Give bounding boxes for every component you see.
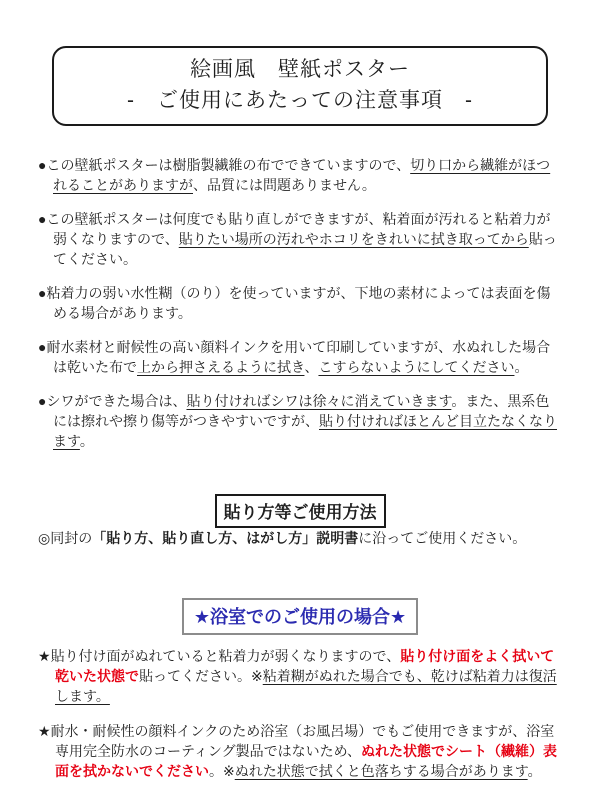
- usage-section: [38, 494, 562, 528]
- usage-section-heading: 貼り方等ご使用方法: [215, 494, 386, 528]
- bathroom-section-heading: ★浴室でのご使用の場合★: [182, 598, 418, 635]
- page-title: 絵画風 壁紙ポスター: [190, 58, 410, 81]
- double-circle-icon: ◎: [38, 530, 51, 546]
- page-subtitle: - ご使用にあたっての注意事項 -: [127, 89, 473, 112]
- star-icon: ★: [38, 648, 51, 664]
- note-text: シワができた場合は、貼り付ければシワは徐々に消えていきます。また、黒系色には擦れや擦り傷等がつきやすいですが、貼り付ければほとんど目立たなくなります。: [46, 393, 557, 449]
- note-text: 粘着力の弱い水性糊（のり）を使っていますが、下地の素材によっては表面を傷める場合があります。: [46, 285, 551, 321]
- bullet-icon: ●: [38, 393, 47, 409]
- note-item: [38, 155, 562, 195]
- bathroom-item-text: 耐水・耐候性の顔料インクのため浴室（お風呂場）でもご使用できますが、浴室専用完全防水のコーティング製品ではないため、ぬれた状態でシート（繊維）表面を拭かないでください。※ぬれた状態で拭くと色落ちする場合があります。: [50, 723, 558, 779]
- note-text: この壁紙ポスターは樹脂製繊維の布でできていますので、切り口から繊維がほつれることがありますが、品質には問題ありません。: [46, 157, 551, 193]
- title-box: [52, 46, 548, 126]
- bathroom-item: [38, 721, 562, 781]
- note-item: [38, 209, 562, 269]
- usage-note-text: 同封の「貼り方、貼り直し方、はがし方」説明書に沿ってご使用ください。: [50, 530, 527, 546]
- note-item: [38, 391, 562, 451]
- note-item: [38, 283, 562, 323]
- bullet-icon: ●: [38, 211, 47, 227]
- note-text: この壁紙ポスターは何度でも貼り直しができますが、粘着面が汚れると粘着力が弱くなりますので、貼りたい場所の汚れやホコリをきれいに拭き取ってから貼ってください。: [46, 211, 557, 267]
- bullet-icon: ●: [38, 157, 47, 173]
- content-area: [38, 155, 562, 781]
- bathroom-item: [38, 646, 562, 706]
- note-text: 耐水素材と耐候性の高い顔料インクを用いて印刷していますが、水ぬれした場合は乾いた布で上から押さえるように拭き、こすらないようにしてください。: [46, 339, 551, 375]
- bathroom-item-text: 貼り付け面がぬれていると粘着力が弱くなりますので、貼り付け面をよく拭いて乾いた状態で貼ってください。※粘着糊がぬれた場合でも、乾けば粘着力は復活します。: [50, 648, 557, 704]
- bathroom-items-list: [38, 646, 562, 781]
- bathroom-section: [38, 598, 562, 635]
- usage-note: [38, 528, 562, 548]
- star-icon: ★: [38, 723, 51, 739]
- bullet-icon: ●: [38, 339, 47, 355]
- note-item: [38, 337, 562, 377]
- bullet-icon: ●: [38, 285, 47, 301]
- notes-list: [38, 155, 562, 451]
